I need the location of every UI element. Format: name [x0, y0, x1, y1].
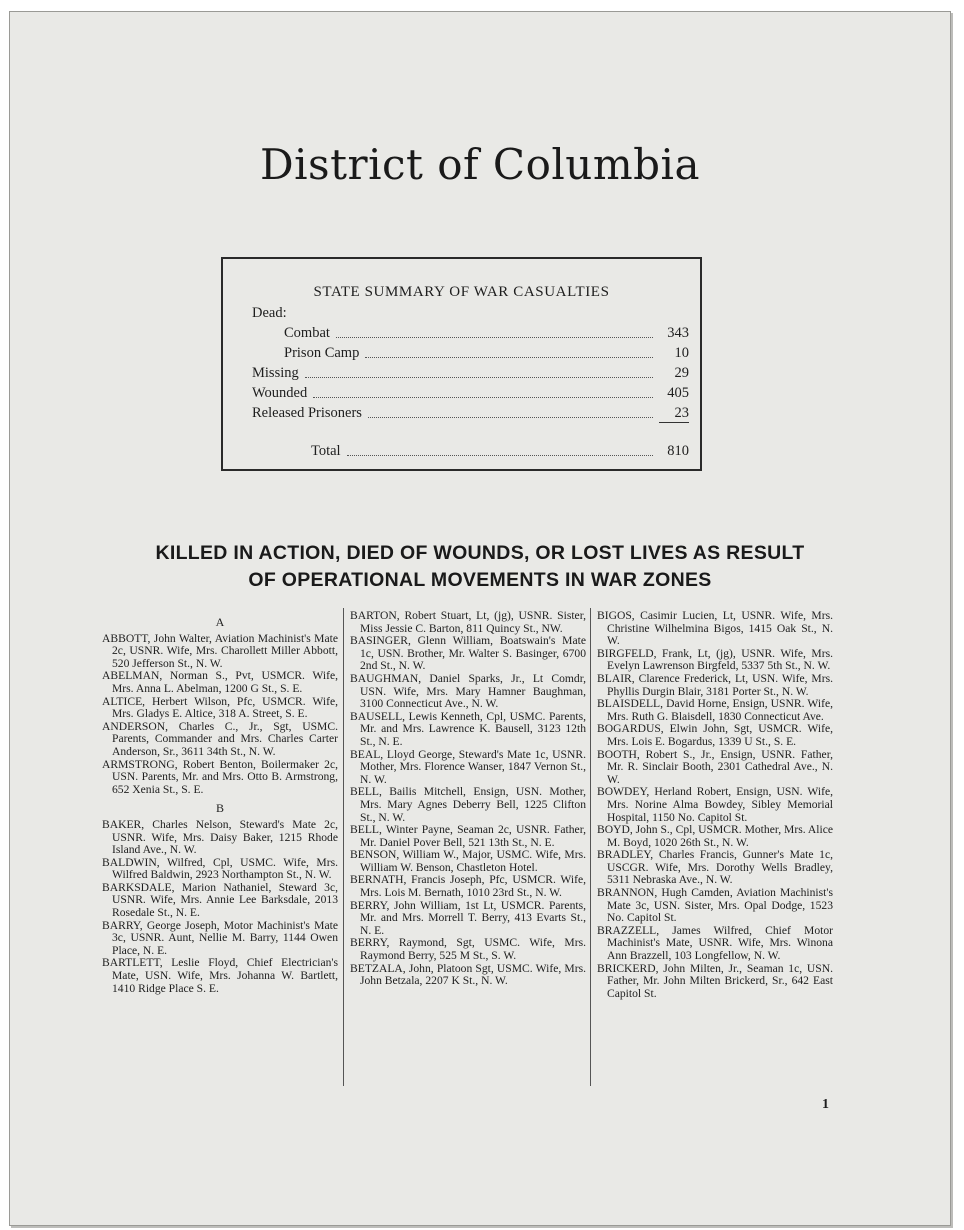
casualty-entry: BIGOS, Casimir Lucien, Lt, USNR. Wife, Mrs. Christine Wilhelmina Bigos, 1415 Oak St., N. W. — [597, 609, 833, 648]
casualty-entry: BRAZZELL, James Wilfred, Chief Motor Machinist's Mate, USNR. Wife, Mrs. Winona Ann Brazzell, 103 Longfellow, N. W. — [597, 923, 833, 963]
total-rule — [659, 422, 689, 423]
casualty-entry: BERNATH, Francis Joseph, Pfc, USMCR. Wife, Mrs. Lois M. Bernath, 1010 23rd St., N. W. — [350, 873, 586, 900]
casualty-entry: BELL, Winter Payne, Seaman 2c, USNR. Father, Mr. Daniel Pover Bell, 521 13th St., N. E. — [350, 823, 586, 849]
leader-dots — [365, 357, 653, 358]
casualty-entry: BRANNON, Hugh Camden, Aviation Machinist's Mate 3c, USN. Sister, Mrs. Opal Dodge, 1523 No. Capitol St. — [597, 886, 833, 925]
summary-row-prison-camp: Prison Camp 10 — [284, 345, 689, 361]
casualty-entry: ABELMAN, Norman S., Pvt, USMCR. Wife, Mrs. Anna L. Abelman, 1200 G St., S. E. — [102, 669, 338, 695]
leader-dots — [313, 397, 653, 398]
casualty-column-2 — [350, 610, 586, 988]
casualty-entry: BERRY, John William, 1st Lt, USMCR. Parents, Mr. and Mrs. Morrell T. Berry, 413 Evarts St., N. E. — [350, 898, 586, 937]
summary-row-total: Total 810 — [311, 443, 689, 459]
summary-row-missing: Missing 29 — [252, 365, 689, 381]
casualty-entry: BENSON, William W., Major, USMC. Wife, Mrs. William W. Benson, Chastleton Hotel. — [350, 848, 586, 874]
casualty-entry: BARTLETT, Leslie Floyd, Chief Electrician's Mate, USN. Wife, Mrs. Johanna W. Bartlett, 1410 Ridge Place S. E. — [102, 956, 338, 995]
leader-dots — [368, 417, 653, 418]
casualty-entry: BOYD, John S., Cpl, USMCR. Mother, Mrs. Alice M. Boyd, 1020 26th St., N. W. — [597, 823, 833, 849]
page-number: 1 — [822, 1097, 829, 1112]
summary-heading: STATE SUMMARY OF WAR CASUALTIES — [313, 284, 610, 300]
casualty-entry: BRADLEY, Charles Francis, Gunner's Mate 1c, USCGR. Wife, Mrs. Dorothy Wells Bradley, 5311 Nebraska Ave., N. W. — [597, 848, 833, 887]
casualty-entry: ABBOTT, John Walter, Aviation Machinist's Mate 2c, USNR. Wife, Mrs. Charollett Miller Abbott, 520 Jefferson St., N. W. — [102, 631, 338, 670]
casualty-summary-box — [221, 257, 702, 471]
casualty-column-1 — [102, 610, 338, 995]
alpha-letter-b: B — [215, 801, 224, 816]
casualty-entry: BARRY, George Joseph, Motor Machinist's Mate 3c, USNR. Aunt, Nellie M. Barry, 1144 Owen Place, N. E. — [102, 918, 338, 957]
casualty-entry: BLAIR, Clarence Frederick, Lt, USN. Wife, Mrs. Phyllis Durgin Blair, 3181 Porter St., N. W. — [597, 671, 833, 698]
casualty-entry: BETZALA, John, Platoon Sgt, USMC. Wife, Mrs. John Betzala, 2207 K St., N. W. — [350, 961, 586, 988]
casualty-entry: BARTON, Robert Stuart, Lt, (jg), USNR. Sister, Miss Jessie C. Barton, 811 Quincy St., NW. — [350, 609, 586, 635]
casualty-entry: BOWDEY, Herland Robert, Ensign, USN. Wife, Mrs. Norine Alma Bowdey, Sibley Memorial Hospital, 1150 No. Capitol St. — [597, 785, 833, 824]
column-divider — [343, 608, 344, 1086]
casualty-entry: ANDERSON, Charles C., Jr., Sgt, USMC. Parents, Commander and Mrs. Charles Carter Anderson, Sr., 3611 34th St., N. W. — [102, 719, 338, 758]
casualty-entry: BEAL, Lloyd George, Steward's Mate 1c, USNR. Mother, Mrs. Florence Wanser, 1847 Vernon St., N. W. — [350, 747, 586, 786]
leader-dots — [305, 377, 653, 378]
casualty-entry: BIRGFELD, Frank, Lt, (jg), USNR. Wife, Mrs. Evelyn Lawrenson Birgfeld, 5337 5th St., N. W. — [597, 646, 833, 673]
summary-row-wounded: Wounded 405 — [252, 385, 689, 401]
casualty-entry: BASINGER, Glenn William, Boatswain's Mate 1c, USN. Brother, Mr. Walter S. Basinger, 6700 2nd St., N. W. — [350, 634, 586, 673]
casualty-entry: BARKSDALE, Marion Nathaniel, Steward 3c, USNR. Wife, Mrs. Annie Lee Barksdale, 2013 Rosedale St., N. E. — [102, 880, 338, 920]
casualty-entry: BALDWIN, Wilfred, Cpl, USMC. Wife, Mrs. Wilfred Baldwin, 2923 Northampton St., N. W. — [102, 855, 338, 882]
summary-row-combat: Combat 343 — [284, 325, 689, 341]
leader-dots — [347, 455, 653, 456]
casualty-entry: BELL, Bailis Mitchell, Ensign, USN. Mother, Mrs. Mary Agnes Deberry Bell, 1225 Clifton St., N. W. — [350, 785, 586, 824]
column-divider — [590, 608, 591, 1086]
casualty-entry: BAUGHMAN, Daniel Sparks, Jr., Lt Comdr, USN. Wife, Mrs. Mary Hamner Baughman, 3100 Connecticut Ave., N. W. — [350, 671, 586, 711]
casualty-entry: BLAISDELL, David Horne, Ensign, USNR. Wife, Mrs. Ruth G. Blaisdell, 1830 Connecticut Ave. — [597, 697, 833, 723]
casualty-entry: BOOTH, Robert S., Jr., Ensign, USNR. Father, Mr. R. Sinclair Booth, 2301 Cathedral Ave., N. W. — [597, 747, 833, 786]
casualty-entry: ARMSTRONG, Robert Benton, Boilermaker 2c, USN. Parents, Mr. and Mrs. Otto B. Armstrong, 652 Xenia St., S. E. — [102, 757, 338, 796]
summary-row-released-prisoners: Released Prisoners 23 — [252, 405, 689, 421]
section-heading: KILLED IN ACTION, DIED OF WOUNDS, OR LOST LIVES AS RESULT OF OPERATIONAL MOVEMENTS IN WAR ZONES — [155, 542, 805, 591]
leader-dots — [336, 337, 653, 338]
casualty-entry: BAUSELL, Lewis Kenneth, Cpl, USMC. Parents, Mr. and Mrs. Lawrence K. Bausell, 3123 12th St., N. E. — [350, 709, 586, 748]
casualty-entry: BAKER, Charles Nelson, Steward's Mate 2c, USNR. Wife, Mrs. Daisy Baker, 1215 Rhode Island Ave., N. W. — [102, 817, 338, 857]
casualty-entry: BRICKERD, John Milten, Jr., Seaman 1c, USN. Father, Mr. John Milten Brickerd, Sr., 642 East Capitol St. — [597, 961, 833, 1000]
casualty-entry: ALTICE, Herbert Wilson, Pfc, USMCR. Wife, Mrs. Gladys E. Altice, 318 A. Street, S. E. — [102, 694, 338, 721]
casualty-entry: BOGARDUS, Elwin John, Sgt, USMCR. Wife, Mrs. Lois E. Bogardus, 1339 U St., S. E. — [597, 722, 833, 748]
alpha-letter-a: A — [215, 615, 225, 629]
casualty-column-3 — [597, 610, 833, 1000]
summary-dead-label: Dead: — [252, 305, 287, 321]
casualty-entry: BERRY, Raymond, Sgt, USMC. Wife, Mrs. Raymond Berry, 525 M St., S. W. — [350, 936, 586, 963]
document-page — [9, 11, 951, 1226]
page-title: District of Columbia — [259, 140, 701, 189]
